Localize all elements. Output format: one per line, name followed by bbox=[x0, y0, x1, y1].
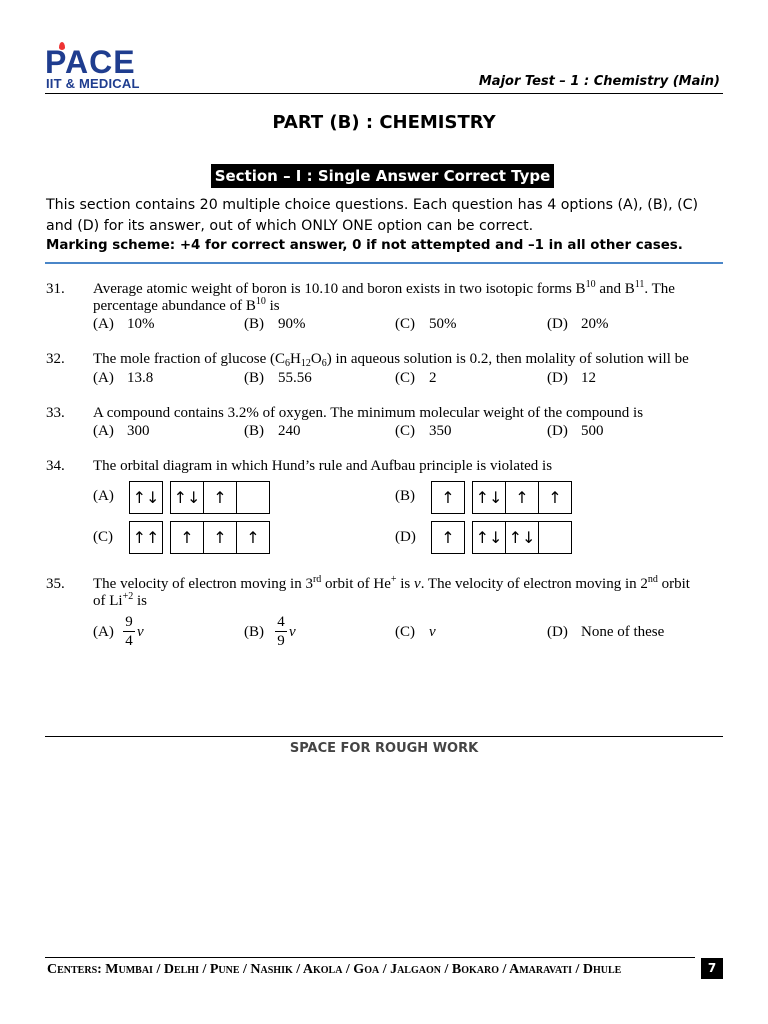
option-c: (C) bbox=[93, 529, 113, 545]
marking-scheme: Marking scheme: +4 for correct answer, 0 if not attempted and –1 in all other cases. bbox=[46, 238, 683, 253]
option-d: (D) 12 bbox=[547, 370, 596, 386]
orbital-diagram-c bbox=[129, 521, 270, 554]
orbital-box: ↑↑ bbox=[129, 521, 163, 554]
section-divider bbox=[45, 262, 723, 264]
orbital-box: ↑↓ bbox=[472, 481, 506, 514]
orbital-box: ↑ bbox=[538, 481, 572, 514]
option-b: (B) 240 bbox=[244, 423, 301, 439]
orbital-box: ↑ bbox=[431, 521, 465, 554]
orbital-box: ↑ bbox=[203, 521, 237, 554]
option-b: (B) bbox=[395, 488, 415, 504]
header-divider bbox=[45, 93, 723, 94]
page-number: 7 bbox=[701, 958, 723, 979]
velocity-symbol: v bbox=[137, 624, 144, 640]
pace-logo bbox=[45, 46, 145, 92]
option-a: (A) bbox=[93, 624, 114, 640]
option-b: (B) bbox=[244, 624, 264, 640]
question-number: 31. bbox=[46, 281, 65, 297]
option-a: (A) 13.8 bbox=[93, 370, 154, 386]
orbital-box bbox=[236, 481, 270, 514]
orbital-box: ↑↓ bbox=[472, 521, 506, 554]
option-c: (C) 350 bbox=[395, 423, 452, 439]
question-31-text: Average atomic weight of boron is 10.10 and boron exists in two isotopic forms $B^{10}$ and $B^{11}$. The percentage abundance of $B^{10}$ is bbox=[93, 279, 675, 314]
option-d: (D) 500 bbox=[547, 423, 604, 439]
orbital-box: ↑↓ bbox=[505, 521, 539, 554]
section-title: Section – I : Single Answer Correct Type bbox=[211, 164, 554, 188]
option-b: (B) 55.56 bbox=[244, 370, 312, 386]
orbital-box: ↑ bbox=[236, 521, 270, 554]
question-32-text: The mole fraction of glucose $(C_6H_{12}O_6)$ in aqueous solution is 0.2, then molality of solution will be bbox=[93, 351, 689, 369]
question-33-text: A compound contains 3.2% of oxygen. The minimum molecular weight of the compound is bbox=[93, 405, 644, 421]
velocity-symbol: v bbox=[289, 624, 296, 640]
logo-sub-text: IIT & MEDICAL bbox=[46, 76, 140, 91]
orbital-box: ↑ bbox=[170, 521, 204, 554]
footer-divider bbox=[45, 957, 695, 958]
orbital-diagram-b bbox=[431, 481, 572, 514]
option-d: (D) bbox=[395, 529, 416, 545]
option-a: (A) bbox=[93, 488, 114, 504]
question-number: 33. bbox=[46, 405, 65, 421]
option-c: (C) 50% bbox=[395, 316, 457, 332]
fraction-nine-fourths: 9 4 bbox=[121, 614, 137, 649]
fraction-four-ninths: 4 9 bbox=[273, 614, 289, 649]
part-title: PART (B) : CHEMISTRY bbox=[272, 112, 496, 133]
question-35-text: The velocity of electron moving in 3rd orbit of He+ is v. The velocity of electron moving in 2nd orbit of $Li^{+2}$ is bbox=[93, 574, 690, 609]
option-a: (A) 10% bbox=[93, 316, 155, 332]
option-c: (C) 2 bbox=[395, 370, 437, 386]
orbital-box: ↑↓ bbox=[129, 481, 163, 514]
option-c: (C) v bbox=[395, 624, 436, 640]
centers-list: Centers: Mumbai / Delhi / Pune / Nashik / Akola / Goa / Jalgaon / Bokaro / Amaravati / Dhule bbox=[47, 962, 622, 977]
question-number: 34. bbox=[46, 458, 65, 474]
rough-work-divider bbox=[45, 736, 723, 737]
logo-main-text: PACE bbox=[45, 44, 136, 80]
orbital-box: ↑↓ bbox=[170, 481, 204, 514]
rough-work-label: SPACE FOR ROUGH WORK bbox=[289, 741, 479, 756]
orbital-diagram-a bbox=[129, 481, 270, 514]
orbital-box: ↑ bbox=[431, 481, 465, 514]
question-number: 32. bbox=[46, 351, 65, 367]
question-number: 35. bbox=[46, 576, 65, 592]
orbital-box: ↑ bbox=[505, 481, 539, 514]
option-a: (A) 300 bbox=[93, 423, 150, 439]
question-34-text: The orbital diagram in which Hund’s rule and Aufbau principle is violated is bbox=[93, 458, 553, 474]
orbital-box: ↑ bbox=[203, 481, 237, 514]
orbital-box bbox=[538, 521, 572, 554]
option-d: (D) None of these bbox=[547, 624, 665, 640]
orbital-diagram-d bbox=[431, 521, 572, 554]
option-d: (D) 20% bbox=[547, 316, 609, 332]
option-b: (B) 90% bbox=[244, 316, 306, 332]
section-intro: This section contains 20 multiple choice questions. Each question has 4 options (A), (B), (C) and (D) for its answer, out of which ONLY ONE option can be correct. bbox=[46, 197, 699, 234]
test-title: Major Test – 1 : Chemistry (Main) bbox=[478, 74, 720, 89]
